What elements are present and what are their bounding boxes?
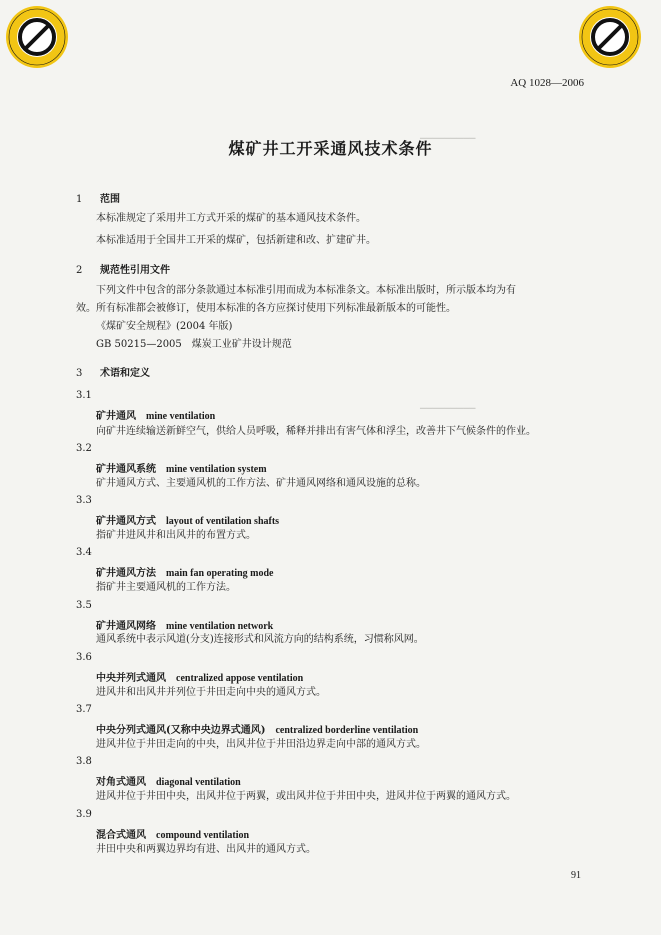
term-title: 矿井通风方式 layout of ventilation shafts [96, 516, 280, 527]
page-number: 91 [571, 870, 581, 881]
term-title: 中央分列式通风(又称中央边界式通风) centralized borderline ventilation [96, 725, 419, 736]
pdf-xchange-logo-icon [6, 6, 68, 68]
section-heading-1: 1 范围 [76, 194, 120, 205]
term-definition: 通风系统中表示风道(分支)连接形式和风流方向的结构系统，习惯称风网。 [96, 634, 424, 645]
term-definition: 井田中央和两翼边界均有进、出风井的通风方式。 [96, 844, 316, 855]
reference-item: GB 50215—2005 煤炭工业矿井设计规范 [96, 339, 292, 350]
reference-item: 《煤矿安全规程》(2004 年版) [96, 321, 233, 332]
term-title: 矿井通风系统 mine ventilation system [96, 464, 267, 475]
bleed-through-text: ▁▁▁▁▁▁▁▁▁ [420, 400, 476, 409]
term-number: 3.9 [76, 809, 92, 820]
term-number: 3.4 [76, 547, 92, 558]
section-heading-2: 2 规范性引用文件 [76, 265, 170, 276]
bleed-through-text: ▁▁▁▁▁▁▁▁▁ [420, 130, 476, 139]
term-definition: 进风井位于井田中央，出风井位于两翼，或出风井位于井田中央，进风井位于两翼的通风方式。 [96, 791, 516, 802]
term-number: 3.7 [76, 704, 92, 715]
pdf-xchange-stamp-left[interactable] [6, 6, 68, 68]
paragraph: 本标准适用于全国井工开采的煤矿，包括新建和改、扩建矿井。 [96, 235, 376, 246]
paragraph: 效。所有标准都会被修订，使用本标准的各方应探讨使用下列标准最新版本的可能性。 [76, 303, 456, 314]
section-heading-3: 3 术语和定义 [76, 368, 150, 379]
paragraph: 下列文件中包含的部分条款通过本标准引用而成为本标准条文。本标准出版时，所示版本均为有 [96, 285, 516, 296]
pdf-xchange-stamp-right[interactable] [579, 6, 641, 68]
standard-code: AQ 1028—2006 [510, 77, 584, 89]
term-title: 混合式通风 compound ventilation [96, 830, 250, 841]
term-title: 矿井通风网络 mine ventilation network [96, 621, 274, 632]
term-definition: 指矿井进风井和出风井的布置方式。 [96, 530, 256, 541]
page-title: 煤矿井工开采通风技术条件 [228, 139, 433, 158]
term-number: 3.8 [76, 756, 92, 767]
term-title: 中央并列式通风 centralized appose ventilation [96, 673, 304, 684]
term-number: 3.1 [76, 390, 92, 401]
term-title: 矿井通风 mine ventilation [96, 411, 216, 422]
pdf-xchange-logo-icon [579, 6, 641, 68]
term-title: 对角式通风 diagonal ventilation [96, 777, 241, 788]
term-definition: 进风井位于井田走向的中央，出风井位于井田沿边界走向中部的通风方式。 [96, 739, 426, 750]
term-number: 3.3 [76, 495, 92, 506]
term-definition: 向矿井连续输送新鲜空气，供给人员呼吸，稀释并排出有害气体和浮尘，改善井下气候条件的作业。 [96, 426, 536, 437]
term-definition: 矿井通风方式、主要通风机的工作方法、矿井通风网络和通风设施的总称。 [96, 478, 426, 489]
term-title: 矿井通风方法 main fan operating mode [96, 568, 274, 579]
term-number: 3.2 [76, 443, 92, 454]
term-definition: 指矿井主要通风机的工作方法。 [96, 582, 236, 593]
term-number: 3.6 [76, 652, 92, 663]
term-definition: 进风井和出风井并列位于井田走向中央的通风方式。 [96, 687, 326, 698]
term-number: 3.5 [76, 600, 92, 611]
paragraph: 本标准规定了采用井工方式开采的煤矿的基本通风技术条件。 [96, 213, 366, 224]
